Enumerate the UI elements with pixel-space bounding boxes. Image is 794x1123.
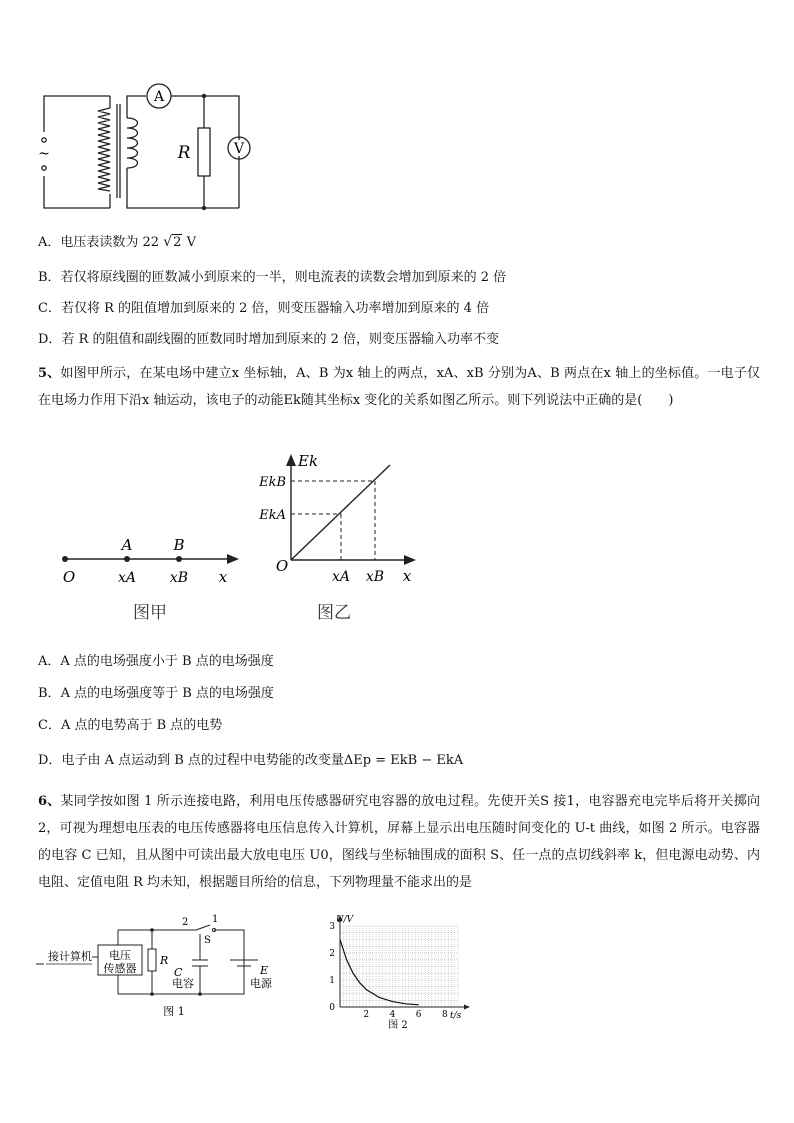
x-axis-arrow bbox=[464, 1005, 470, 1010]
x-tick-label: 6 bbox=[415, 1010, 422, 1020]
x-axis-label: x bbox=[218, 568, 228, 586]
tick-xa-label: xA bbox=[331, 569, 351, 585]
switch-position-1: 1 bbox=[212, 914, 219, 925]
option-text: A 点的电场强度等于 B 点的电场强度 bbox=[60, 686, 274, 701]
question-stem: 如图甲所示，在某电场中建立x 坐标轴，A、B 为x 轴上的两点，xA、xB 分别为A、B 两点在x 轴上的坐标值。一电子仅在电场力作用下沿x 轴运动，该电子的动能Ek随其坐标x 变化的关系如图乙所示。则下列说法中正确的是( ) bbox=[38, 366, 760, 408]
ac-source-symbol: ~ bbox=[38, 146, 50, 162]
option-text: A 点的电势高于 B 点的电势 bbox=[60, 718, 223, 733]
y-tick-label: 2 bbox=[329, 949, 335, 959]
x-tick-label: 2 bbox=[363, 1010, 370, 1020]
q6-figure-1-circuit bbox=[34, 912, 284, 1022]
x-axis-label: t/s bbox=[450, 1011, 462, 1021]
x-tick-label: 4 bbox=[389, 1010, 396, 1020]
battery-label: 电源 bbox=[250, 977, 272, 990]
sensor-label-line1: 电压 bbox=[109, 949, 131, 962]
q5-option-c[interactable] bbox=[38, 717, 222, 735]
q5-option-a[interactable] bbox=[38, 653, 274, 671]
transformer-circuit-figure bbox=[30, 80, 270, 220]
q5-figure-yi bbox=[259, 450, 432, 630]
point-a-label: A bbox=[121, 536, 133, 554]
switch-position-2: 2 bbox=[182, 917, 189, 928]
option-text: 若仅将原线圈的匝数减小到原来的一半，则电流表的读数会增加到原来的 2 倍 bbox=[60, 270, 507, 285]
option-prefix: D． bbox=[38, 753, 62, 768]
q5-figure-jia bbox=[55, 530, 255, 630]
option-text: 电子由 A 点运动到 B 点的过程中电势能的改变量ΔEp = EkB − EkA bbox=[61, 753, 464, 768]
resistor-label: R bbox=[160, 954, 169, 967]
x-axis-label: x bbox=[402, 567, 412, 585]
resistor-label: R bbox=[177, 143, 191, 163]
q4-option-a[interactable] bbox=[38, 233, 196, 252]
option-unit: V bbox=[186, 235, 196, 250]
chart-grid bbox=[340, 926, 458, 1007]
tick-xa-label: xA bbox=[117, 570, 137, 586]
tick-xb-label: xB bbox=[365, 569, 385, 585]
origin-label: O bbox=[62, 568, 76, 586]
q4-option-c[interactable] bbox=[38, 300, 489, 318]
q6-figure-2-chart bbox=[310, 910, 480, 1035]
q5-option-b[interactable] bbox=[38, 685, 274, 703]
eka-label: EkA bbox=[259, 508, 286, 523]
figure-caption: 图 1 bbox=[163, 1005, 185, 1018]
option-prefix: A． bbox=[38, 235, 61, 250]
y-tick-label: 0 bbox=[329, 1003, 335, 1013]
q4-option-d[interactable] bbox=[38, 331, 499, 349]
question-stem: 某同学按如图 1 所示连接电路，利用电压传感器研究电容器的放电过程。先使开关S 接1，电容器充电完毕后将开关掷向2，可视为理想电压表的电压传感器将电压信息传入计算机，屏幕上显示出电压随时间变化的 U-t 曲线，如图 2 所示。电容器的电容 C 已知，且从图中可读出最大放电电压 U0，图线与坐标轴围成的面积 S、任一点的点切线斜率 k，但电源电动势、内电阻、定值电阻 R 均未知，根据题目所给的信息，下列物理量不能求出的是 bbox=[38, 794, 760, 890]
y-axis-label: Ek bbox=[298, 452, 319, 470]
sqrt-sign: √ bbox=[163, 234, 173, 250]
point-b-label: B bbox=[173, 536, 185, 554]
switch-label: S bbox=[204, 935, 211, 946]
question-number: 5、 bbox=[38, 366, 61, 381]
battery-symbol: E bbox=[260, 964, 269, 977]
computer-label: 接计算机 bbox=[48, 950, 92, 963]
q5-option-d[interactable] bbox=[38, 752, 463, 770]
option-prefix: A． bbox=[38, 654, 61, 669]
voltmeter-label: V bbox=[233, 141, 245, 157]
figure-caption: 图甲 bbox=[133, 603, 167, 623]
y-tick-label: 3 bbox=[329, 922, 335, 932]
chart-ticks bbox=[329, 922, 448, 1020]
figure-caption: 图乙 bbox=[317, 603, 351, 623]
q6-stem bbox=[38, 788, 760, 896]
chart-axes bbox=[338, 915, 471, 1010]
option-text: A 点的电场强度小于 B 点的电场强度 bbox=[60, 654, 274, 669]
option-prefix: B． bbox=[38, 686, 61, 701]
q5-stem bbox=[38, 360, 760, 414]
option-prefix: D． bbox=[38, 332, 62, 347]
capacitor-symbol: C bbox=[174, 966, 183, 979]
option-text: 若 R 的阻值和副线圈的匝数同时增加到原来的 2 倍，则变压器输入功率不变 bbox=[61, 332, 500, 347]
option-prefix: B． bbox=[38, 270, 61, 285]
origin-label: O bbox=[275, 557, 289, 575]
question-number: 6、 bbox=[38, 794, 61, 809]
q4-option-b[interactable] bbox=[38, 269, 506, 287]
option-text: 若仅将 R 的阻值增加到原来的 2 倍，则变压器输入功率增加到原来的 4 倍 bbox=[60, 301, 490, 316]
ammeter-label: A bbox=[153, 89, 165, 105]
option-prefix: C． bbox=[38, 301, 61, 316]
capacitor-label: 电容 bbox=[172, 977, 194, 990]
y-tick-label: 1 bbox=[329, 976, 335, 986]
figure-caption: 图 2 bbox=[388, 1020, 408, 1031]
x-tick-label: 8 bbox=[442, 1010, 448, 1020]
sensor-label-line2: 传感器 bbox=[103, 962, 137, 975]
option-prefix: C． bbox=[38, 718, 61, 733]
tick-xb-label: xB bbox=[169, 570, 189, 586]
y-axis-label: U/V bbox=[336, 915, 354, 925]
sqrt-radicand: 2 bbox=[173, 235, 182, 250]
ekb-label: EkB bbox=[259, 475, 286, 490]
option-text: 电压表读数为 22 bbox=[60, 235, 160, 250]
